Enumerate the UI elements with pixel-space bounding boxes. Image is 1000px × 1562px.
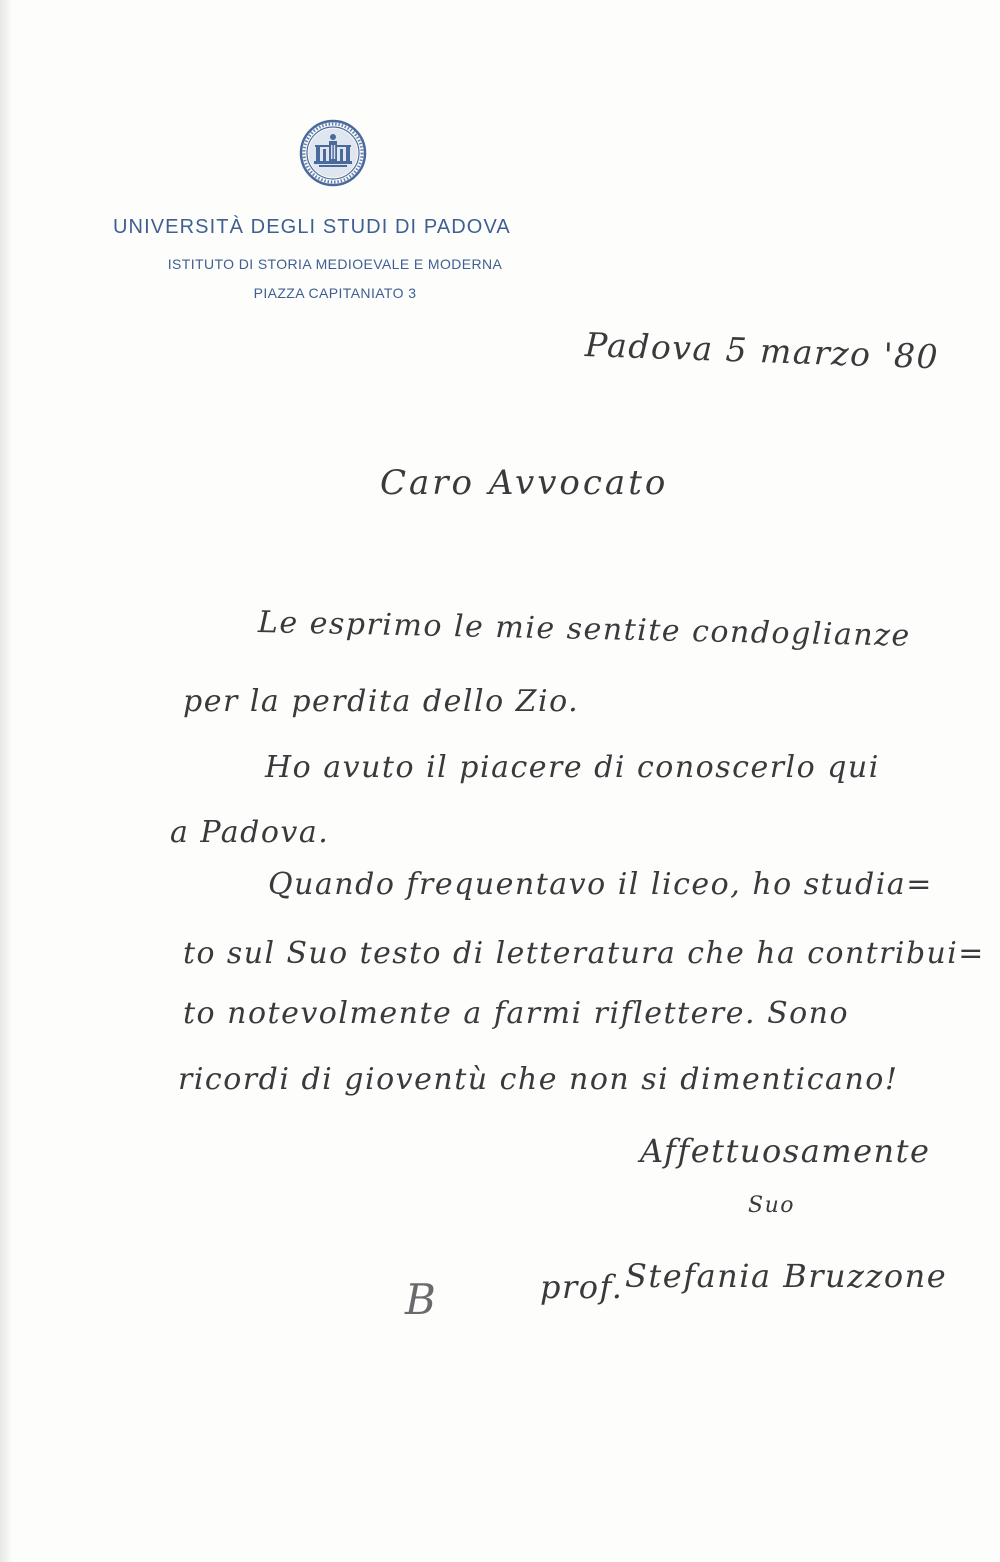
- letter-greeting: Caro Avvocato: [380, 463, 669, 503]
- university-seal-icon: [299, 119, 367, 187]
- body-line: to sul Suo testo di letteratura che ha contribui=: [183, 936, 985, 971]
- body-line: per la perdita dello Zio.: [183, 684, 580, 719]
- body-line: Quando frequentavo il liceo, ho studia=: [268, 867, 933, 902]
- institute-address: PIAZZA CAPITANIATO 3: [253, 285, 417, 301]
- body-line: ricordi di gioventù che non si dimenticano!: [178, 1062, 899, 1097]
- body-line: Ho avuto il piacere di conoscerlo qui: [265, 750, 880, 785]
- body-line: to notevolmente a farmi riflettere. Sono: [183, 996, 850, 1031]
- signature-prefix: prof.: [540, 1268, 624, 1306]
- page-edge-shadow: [0, 0, 12, 1562]
- letter-closing: Affettuosamente: [640, 1132, 931, 1170]
- institute-name: ISTITUTO DI STORIA MEDIOEVALE E MODERNA: [167, 256, 503, 272]
- body-line: Le esprimo le mie sentite condoglianze: [257, 605, 912, 654]
- body-line: a Padova.: [170, 815, 330, 850]
- signature-name: Stefania Bruzzone: [625, 1257, 948, 1295]
- letter-date: Padova 5 marzo '80: [584, 325, 940, 377]
- signature-initial: B: [405, 1275, 438, 1324]
- letter-closing-suo: Suo: [748, 1193, 795, 1218]
- university-name: UNIVERSITÀ DEGLI STUDI DI PADOVA: [113, 216, 511, 238]
